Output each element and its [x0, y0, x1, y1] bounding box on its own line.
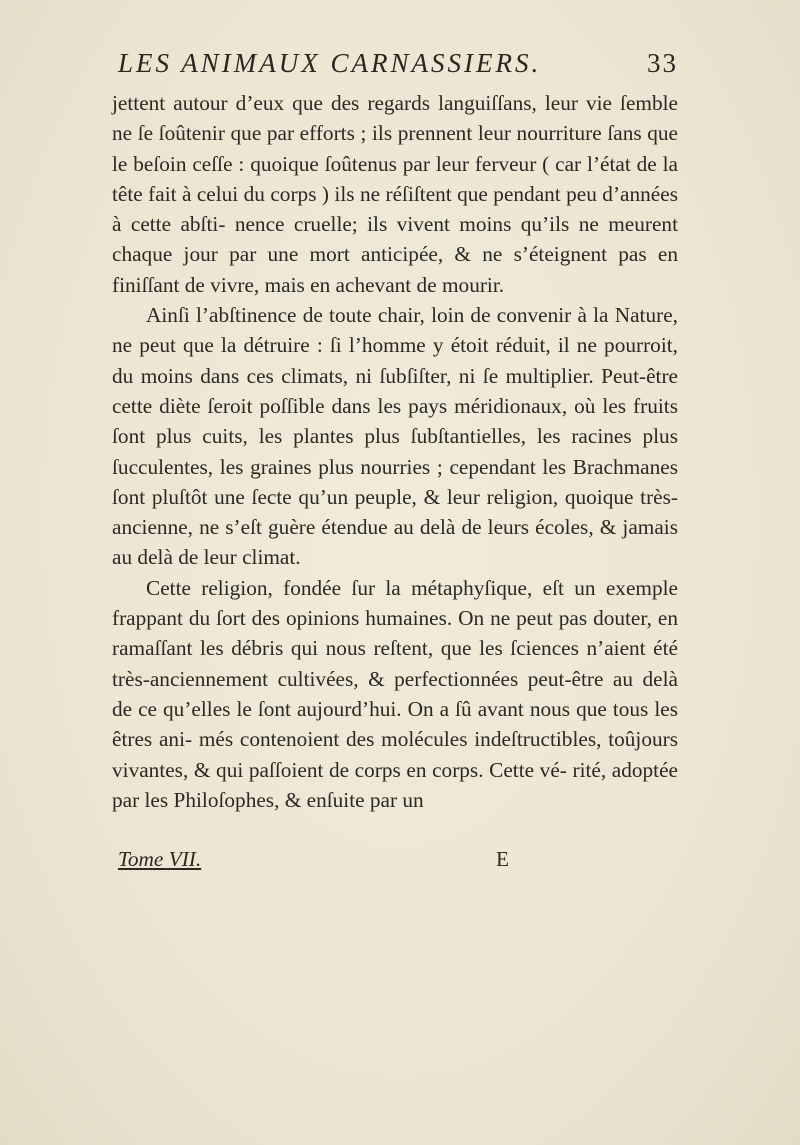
running-head: LES ANIMAUX CARNASSIERS.	[118, 48, 542, 78]
signature-mark: E	[496, 847, 510, 871]
body-text	[112, 88, 678, 815]
page-number: 33	[647, 48, 678, 78]
page-header	[118, 48, 678, 88]
paragraph: Ainſi l’abſtinence de toute chair, loin de convenir à la Nature, ne peut que la détruire : ſi l’homme y étoit réduit, il ne pourroit, du moins dans ces climats, ni ſubſiſter, ni ſe multiplier. Peut-être cette diète ſeroit poſſible dans les pays méridionaux, où les fruits ſont plus cuits, les plantes plus ſubſtantielles, les racines plus ſucculentes, les graines plus nourries ; cependant les Brachmanes ſont pluſtôt une ſecte qu’un peuple, & leur religion, quoique très-ancienne, ne s’eſt guère étendue au delà de leurs écoles, & jamais au delà de leur climat.	[112, 303, 678, 570]
paragraph: Cette religion, fondée ſur la métaphyſique, eſt un exemple frappant du ſort des opinions humaines. On ne peut pas douter, en ramaſſant les débris qui nous reſtent, que les ſciences n’aient été très-anciennement cultivées, & perfectionnées peut-être au delà de ce qu’elles le ſont aujourd’hui. On a ſû avant nous que tous les êtres ani- més contenoient des molécules indeſtructibles, toûjours vivantes, & qui paſſoient de corps en corps. Cette vé- rité, adoptée par les Philoſophes, & enſuite par un	[112, 575, 678, 812]
volume-label: Tome VII.	[118, 847, 202, 871]
paragraph: jettent autour d’eux que des regards languiſſans, leur vie ſemble ne ſe ſoûtenir que par efforts ; ils prennent leur nourriture ſans que le beſoin ceſſe : quoique ſoûtenus par leur ferveur ( car l’état de la tête fait à celui du corps ) ils ne réſiſtent que pendant peu d’années à cette abſti- nence cruelle; ils vivent moins qu’ils ne meurent chaque jour par une mort anticipée, & ne s’éteignent pas en finiſſant de vivre, mais en achevant de mourir.	[112, 91, 678, 297]
